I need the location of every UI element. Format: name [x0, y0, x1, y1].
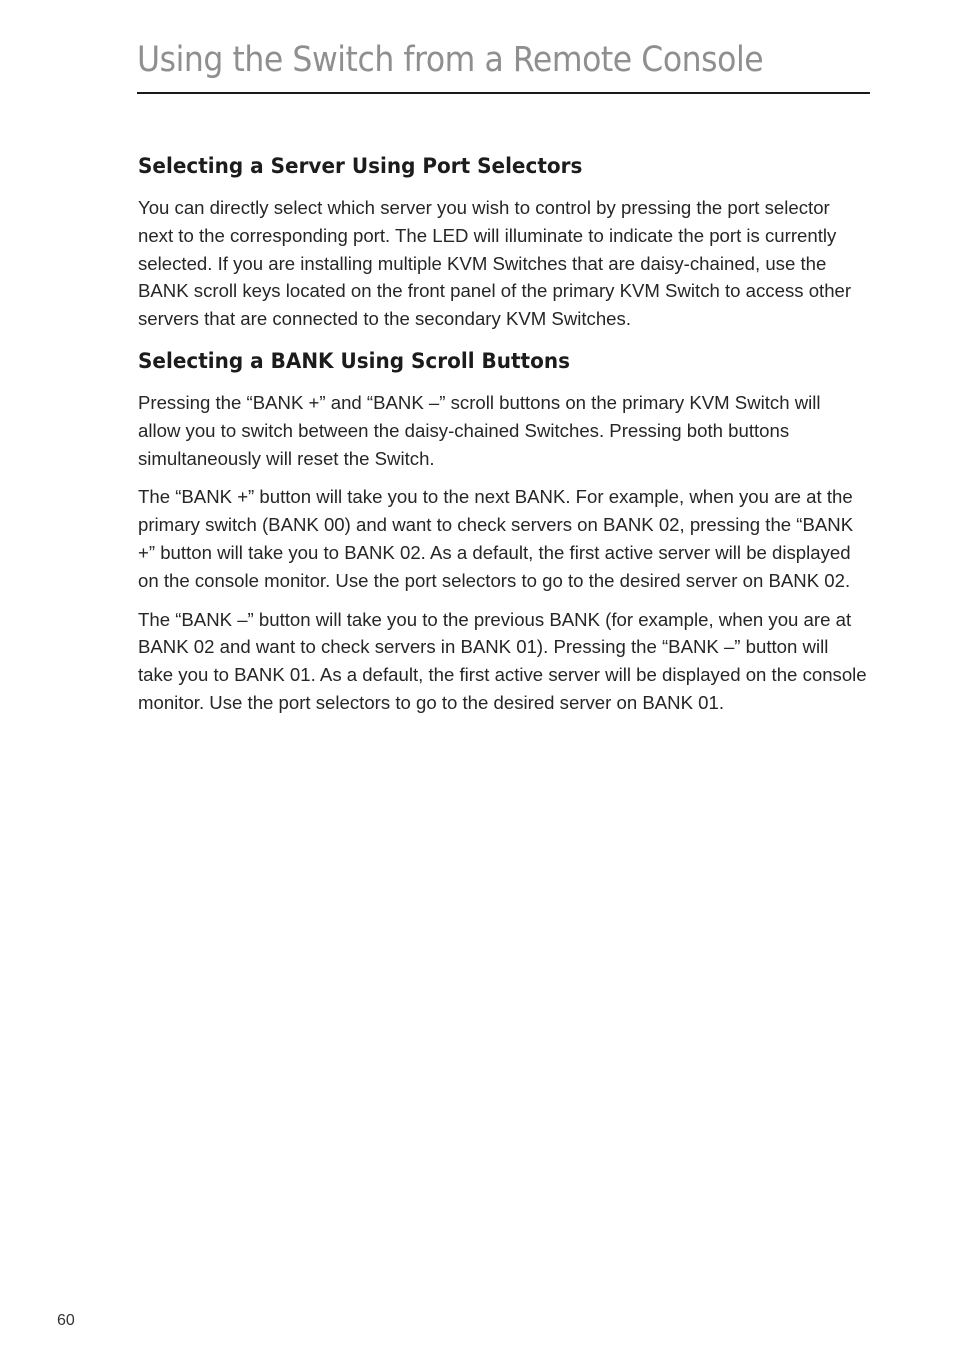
page-number: 60	[57, 1312, 75, 1329]
page-content	[138, 152, 868, 728]
section-heading-port-selectors: Selecting a Server Using Port Selectors	[138, 154, 583, 179]
paragraph-port-selectors: You can directly select which server you wish to control by pressing the port selector next to the corresponding port. The LED will illuminate to indicate the port is currently selected. If you are installing multiple KVM Switches that are daisy-chained, use the BANK scroll keys located on the front panel of the primary KVM Switch to access other servers that are connected to the secondary KVM Switches.	[138, 197, 852, 330]
paragraph-bank-minus: The “BANK –” button will take you to the previous BANK (for example, when you are at BANK 02 and want to check servers in BANK 01). Pressing the “BANK –” button will take you to BANK 01. As a default, the first active server will be displayed on the console monitor. Use the port selectors to go to the desired server on BANK 01.	[138, 608, 867, 713]
title-divider	[137, 92, 870, 94]
page-title: Using the Switch from a Remote Console	[137, 40, 764, 80]
paragraph-bank-plus: The “BANK +” button will take you to the next BANK. For example, when you are at the primary switch (BANK 00) and want to check servers on BANK 02, pressing the “BANK +” button will take you to BANK 02. As a default, the first active server will be displayed on the console monitor. Use the port selectors to go to the desired server on BANK 02.	[138, 486, 854, 591]
paragraph-bank-scroll-intro: Pressing the “BANK +” and “BANK –” scroll buttons on the primary KVM Switch will allow you to switch between the daisy-chained Switches. Pressing both buttons simultaneously will reset the Switch.	[138, 391, 821, 469]
section-heading-bank-scroll: Selecting a BANK Using Scroll Buttons	[138, 348, 570, 374]
